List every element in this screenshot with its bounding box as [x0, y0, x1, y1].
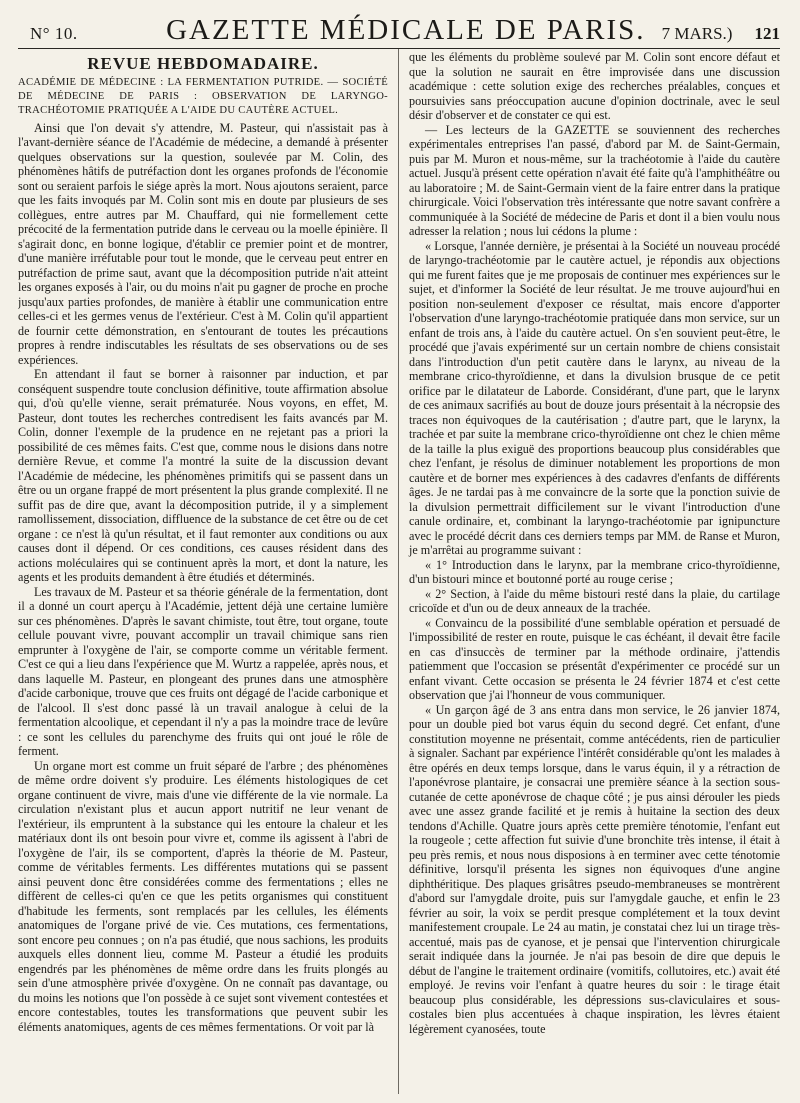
section-subheading: ACADÉMIE DE MÉDECINE : LA FERMENTATION PUTRIDE. — SOCIÉTÉ DE MÉDECINE DE PARIS : OBSERVATION DE LARYNGO-TRACHÉOTOMIE PRATIQUÉE A L'AIDE DU CAUTÈRE ACTUEL.	[18, 76, 388, 116]
paragraph: « 2° Section, à l'aide du même bistouri resté dans la plaie, du cartilage cricoïde et d'un ou de deux anneaux de la trachée.	[409, 586, 780, 615]
paragraph: — Les lecteurs de la GAZETTE se souviennent des recherches expérimentales entreprises l'an passé, d'abord par M. de Saint-Germain, puis par M. Muron et nous-même, sur la trachéotomie à l'aide du cautère actuel. Jusqu'à présent cette opération n'avait été faite qu'à l'amphithéâtre ou au laboratoire ; M. de Saint-Germain vient de la faire entrer dans la pratique chirurgicale. Voici l'observation très intéressante que notre savant confrère a communiquée à la Société de médecine de Paris et dont il a bien voulu nous adresser la relation ; nous lui cédons la plume :	[409, 122, 780, 238]
paragraph: « Un garçon âgé de 3 ans entra dans mon service, le 26 janvier 1874, pour un double pied bot varus équin du second degré. Cet enfant, d'une constitution moyenne ne présentait, comme antécédents, rien de particulier à signaler. Sachant par expérience l'intérêt considérable qu'ont les malades à être opérés en deux temps lorsque, dans le varus équin, il y a rétraction de l'aponévrose plantaire, je consacrai une première séance à la section sous-cutanée de cette aponévrose de chaque côté ; je pus ainsi dérouler les pieds avec une assez grande facilité et je remis à huitaine la section des deux tendons d'Achille. Quatre jours après cette première ténotomie, l'enfant eut la rougeole ; cette affection fut suivie d'une bronchite très intense, il était à peu près remis, et nous nous disposions à en terminer avec cette ténotomie définitive, lorsqu'il présenta les signes non équivoques d'une angine diphthéritique. Des plaques grisâtres pseudo-membraneuses se montrèrent d'abord sur l'amygdale droite, puis sur l'amygdale gauche, et enfin le 23 février au soir, la voix se perdit presque complétement et la toux devint manifestement croupale. Le 24 au matin, je constatai chez lui un tirage très-accentué, mais pas de cyanose, et je pensai que l'intervention chirurgicale serait indiquée dans la journée. Je n'ai pas besoin de dire que depuis le début de l'angine le traitement ordinaire (vomitifs, collutoires, etc.) avait été employé. Je revins voir l'enfant à quatre heures du soir : le tirage était beaucoup plus considérable, les dépressions sus-claviculaires et sous-costales bien plus accentuées à chaque inspiration, les lèvres étaient légèrement cyanosées, toute	[409, 702, 780, 1036]
journal-title: GAZETTE MÉDICALE DE PARIS.	[166, 14, 646, 46]
paragraph: que les éléments du problème soulevé par M. Colin sont encore défaut et que la solution ne saurait en être improvisée dans une discussion académique : cette solution exige des recherches préalables, conçues et poursuivies sans préoccupation aucune d'opinion doctrinale, avec le seul désir d'observer et de constater ce qui est.	[409, 50, 780, 122]
issue-number: N° 10.	[30, 24, 78, 43]
paragraph: Ainsi que l'on devait s'y attendre, M. Pasteur, qui n'assistait pas à l'avant-dernière séance de l'Académie de médecine, a demandé à présenter quelques observations sur la question, soulevée par M. Colin, des phénomènes hâtifs de putréfaction dont les organes profonds de l'économie sont ou seraient parfois le siége après la mort. Nous ajoutons seraient, parce que les faits invoqués par M. Colin sont mis en doute par plusieurs de ses collègues, entre autres par M. Chauffard, qui nie formellement cette précocité de la fermentation putride dans le cerveau ou la moelle épinière. Il s'agirait donc, en bonne logique, d'établir ce premier point et de montrer, d'une manière irréfutable pour tout le monde, que le cerveau peut entrer en putréfaction de prime saut, avant que la décomposition putride n'ait atteint les organes exposés à l'air, ou du moins n'ait pu gagner de proche en proche jusqu'aux parties profondes, de manière à établir une communication entre celles-ci et les germes venus de l'extérieur. C'est à M. Colin qu'il appartient de fournir cette démonstration, en s'entourant de toutes les précautions propres à rendre indiscutables les résultats de ses observations ou de ses expériences.	[18, 120, 388, 367]
paragraph: « 1° Introduction dans le larynx, par la membrane crico-thyroïdienne, d'un bistouri mince et boutonné porté au rouge cerise ;	[409, 557, 780, 586]
paragraph: « Lorsque, l'année dernière, je présentai à la Société un nouveau procédé de laryngo-trachéotomie par le cautère actuel, je répondis aux objections qui me furent faites que je me proposais de continuer mes expériences sur le sujet, et d'informer la Société de leur résultat. Je me trouve aujourd'hui en position non-seulement d'exposer ce résultat, mais encore d'apporter l'observation d'une laryngo-trachéotomie pratiquée dans mon service, sur un enfant de trois ans, à l'aide du cautère actuel. On s'en souvient peut-être, le procédé que j'avais expérimenté sur un certain nombre de chiens consistait dans l'introduction d'un petit cautère dans le larynx, au niveau de la membrane crico-thyroïdienne, et dans la divulsion brusque de ce petit orifice par le dilatateur de Laborde. Considérant, d'une part, que le larynx de ces animaux sacrifiés au bout de douze jours présentait à la nécropsie des traces non équivoques de la cautérisation ; d'autre part, que le larynx, la trachée et par suite la membrane crico-thyroïdienne ont chez le chien même de la taille la plus exiguë des proportions beaucoup plus considérables que chez l'enfant, je résolus de diminuer notablement les proportions de mon cautère et de borner mes expériences à des cadavres d'enfants de différents âges. Je ne tardai pas à me convaincre de la sorte que la ponction suivie de la divulsion permettrait difficilement sur le vivant l'introduction d'une canule ordinaire, et, combinant la laryngo-trachéotomie par ignipuncture avec le procédé décrit dans ces derniers temps par MM. de Ranse et Muron, je m'arrêtai au programme suivant :	[409, 238, 780, 557]
left-column	[18, 49, 388, 1094]
paragraph: Les travaux de M. Pasteur et sa théorie générale de la fermentation, dont il a donné un court aperçu à l'Académie, jettent déjà une certaine lumière sur ces phénomènes. D'après le savant chimiste, tout être, tout organe, toute cellule pouvant vivre, pouvant accomplir un travail chimique sans rien emprunter à l'oxygène de l'air, se comporte comme un véritable ferment. C'est ce qui a lieu dans l'expérience que M. Wurtz a rappelée, après nous, et dans laquelle M. Pasteur, en plongeant des prunes dans une atmosphère d'acide carbonique, trouve que ces fruits ont dégagé de l'acide carbonique et de l'alcool. Il s'est donc passé là un travail analogue à celui de la fermentation alcoolique, et cependant il n'y a pas la moindre trace de levûre : ce sont les cellules du parenchyme des fruits qui ont joué le rôle de ferment.	[18, 584, 388, 758]
page-number: 121	[754, 24, 780, 43]
masthead-right	[662, 24, 780, 48]
paragraph: « Convaincu de la possibilité d'une semblable opération et persuadé de l'impossibilité de rester en route, puisque le cas échéant, il devait être facile en cas d'insuccès de terminer par la méthode ordinaire, j'attendis patiemment que l'occasion se présentât d'expérimenter ce procédé sur un enfant vivant. Cette occasion se présenta le 24 février 1874 et c'est cette observation que j'ai l'honneur de vous communiquer.	[409, 615, 780, 702]
columns	[18, 49, 780, 1094]
issue-date: 7 MARS.)	[661, 24, 733, 43]
masthead	[18, 10, 780, 49]
section-heading: REVUE HEBDOMADAIRE.	[87, 54, 319, 73]
paragraph: Un organe mort est comme un fruit séparé de l'arbre ; des phénomènes de même ordre doivent s'y produire. Les éléments histologiques de cet organe continuent de vivre, mais d'une vie différente de la vie normale. La circulation n'existant plus et aucun apport nutritif ne leur venant de l'extérieur, ils empruntent à la substance qui les entoure la chaleur et les matériaux dont ils ont besoin pour vivre et, comme ils agissent à l'abri de l'oxygène de l'air, ils se comportent, d'après la théorie de M. Pasteur, comme de véritables ferments. Les différentes mutations qui se passent ainsi peuvent donc être considérées comme des fermentations ; elles ne diffèrent de celles-ci qu'en ce que les petits organismes qui constituent d'habitude les ferments, sont remplacés par les cellules, les éléments anatomiques de l'organe privé de vie. Ces mutations, ces fermentations, sont encore peu connues ; on n'a pas étudié, que nous sachions, les produits auxquels elles donnent lieu, comme M. Pasteur a étudié les produits engendrés par les phénomènes de même ordre dans les fruits plongés au sein d'une atmosphère privée d'oxygène. On ne connaît pas davantage, ou du moins les notions que l'on possède à ce sujet sont vivement contestées et encore contestables, toutes les transformations que peuvent subir les éléments anatomiques, agents de ces mêmes fermentations. Or voit par là	[18, 758, 388, 1034]
right-column	[398, 49, 780, 1094]
paragraph: En attendant il faut se borner à raisonner par induction, et par conséquent suspendre toute conclusion définitive, toute affirmation absolue qui, d'où qu'elle vienne, serait prématurée. Nous voyons, en effet, M. Pasteur, dont toutes les recherches contredisent les faits avancés par M. Colin, donner l'exemple de la prudence en ne rejetant pas a priori la possibilité de ces mêmes faits. C'est que, comme nous le disions dans notre dernière Revue, et comme l'a montré la suite de la discussion devant l'Académie de médecine, les phénomènes primitifs qui se passent dans un être ou un organe frappé de mort présentent la plus grande complexité. Il ne suffit pas de dire que, avant la décomposition putride, il y a simplement ramollissement, dissociation, diffluence de la substance de cet être ou de cet organe : ce n'est là qu'un résultat, et il faut remonter aux conditions ou aux causes dont il dépend. Or ces conditions, ces causes résident dans des actions moléculaires qui se continuent après la mort, et dont la nature, les agents et les produits demandent à être étudiés et déterminés.	[18, 367, 388, 584]
